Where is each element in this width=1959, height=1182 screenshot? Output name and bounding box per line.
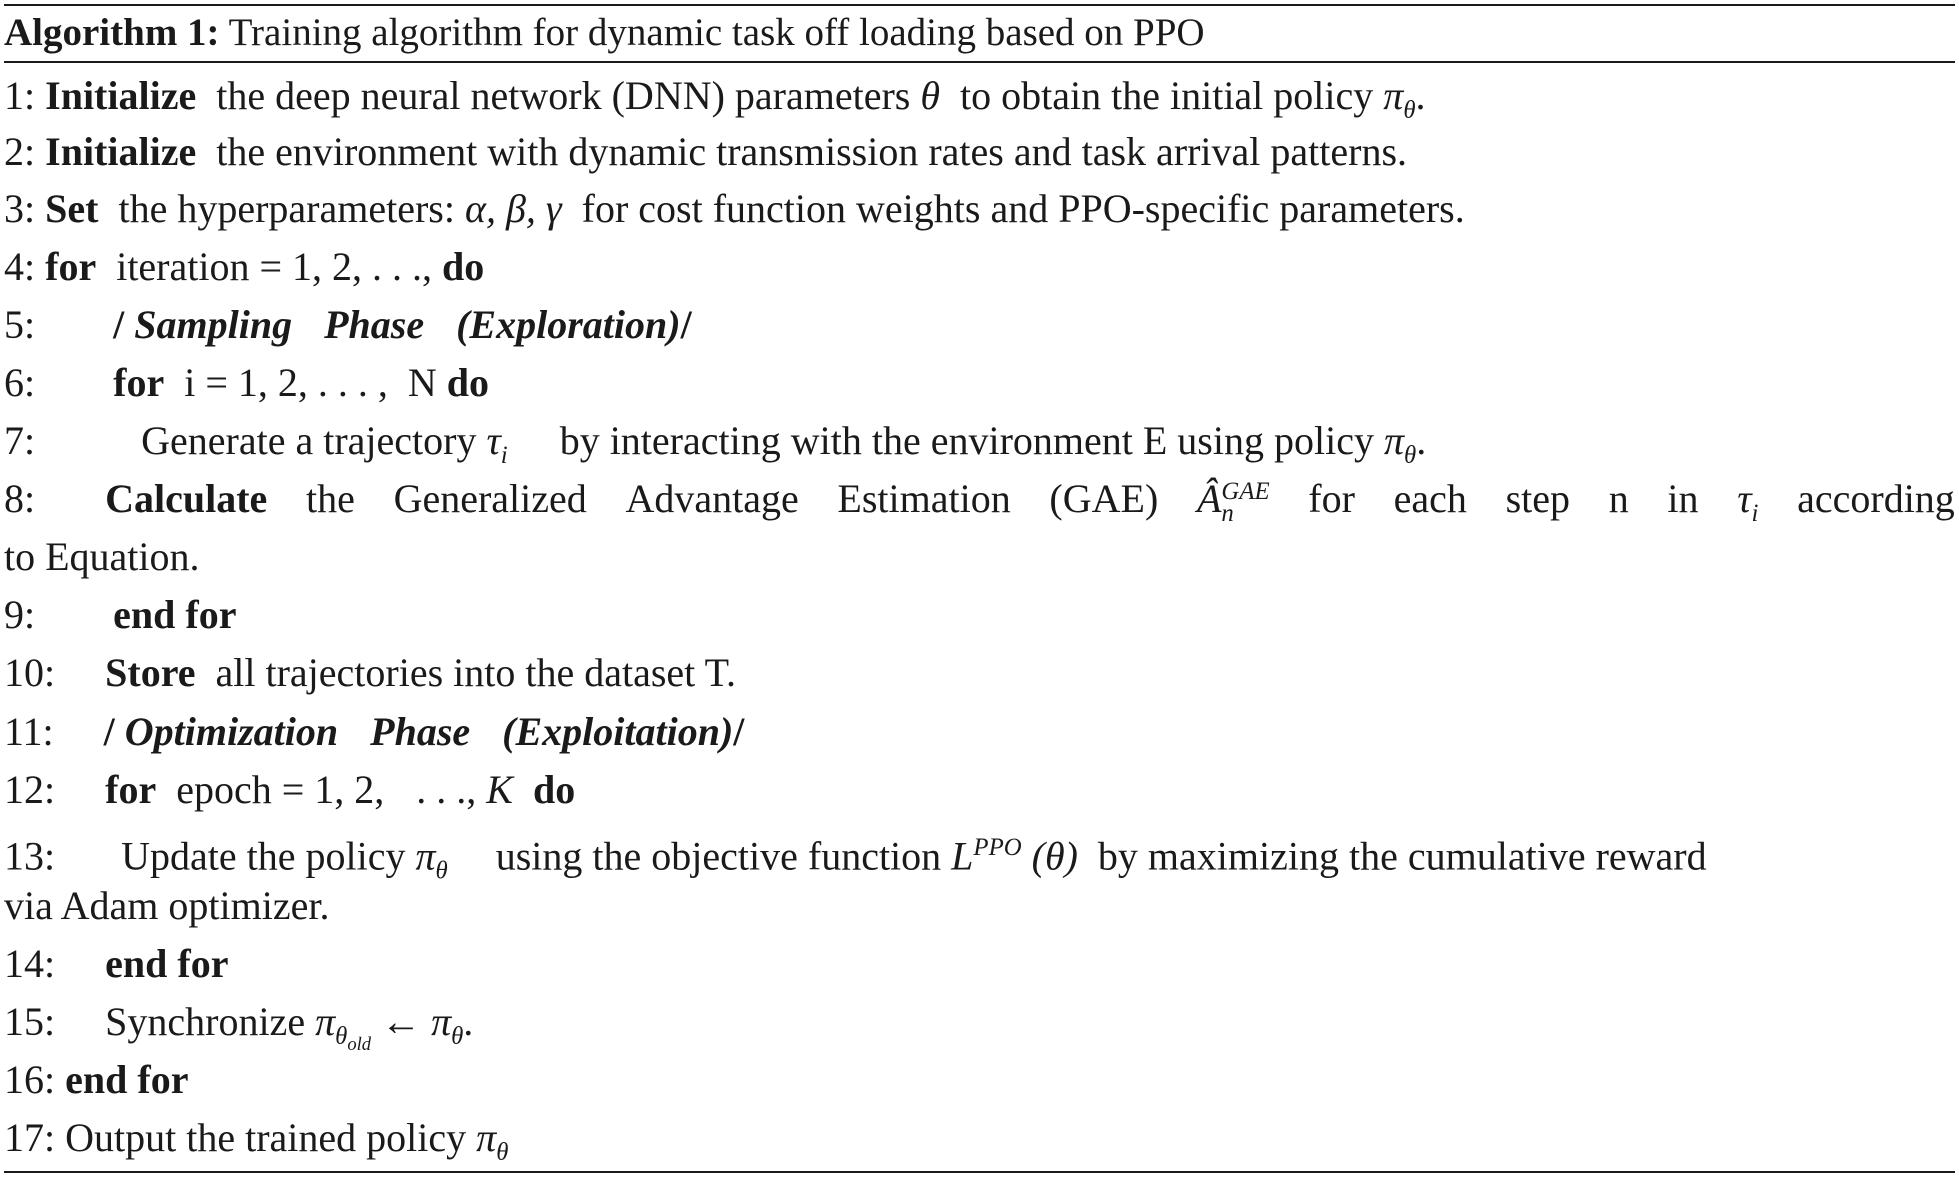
line-number: 5: [4,302,36,347]
line-number: 11: [4,709,54,754]
algorithm-label: Algorithm 1: [4,11,220,54]
line-text: Synchronize [105,999,306,1044]
math-subscript: θ [435,857,448,885]
algo-line-6 [4,354,489,412]
algorithm-box [4,0,1955,1178]
line-text: by interacting with the environment E using policy [559,418,1374,463]
line-text: for [1308,476,1355,521]
math-subscript: θ [1404,442,1417,469]
algo-line-3 [4,180,1465,238]
line-text: Update the policy [121,833,406,879]
math-subscript: i [500,442,508,469]
algo-line-10 [4,644,736,702]
algo-line-2 [4,123,1407,181]
line-number: 4: [4,244,36,289]
line-text: the deep neural network (DNN) parameters [216,73,911,118]
algorithm-title: Training algorithm for dynamic task off loading based on PPO [228,11,1205,54]
comment-text: (Exploration) [456,302,681,347]
keyword: end for [113,592,237,637]
keyword: do [446,360,490,405]
math-subscript: θ [335,1023,348,1050]
line-text: according [1797,476,1955,521]
line-number: 6: [4,360,36,405]
line-text: via Adam optimizer. [4,883,330,928]
algo-line-5 [4,296,692,354]
line-text: each [1393,476,1467,521]
keyword: do [442,244,485,289]
algo-line-8 [4,470,1955,528]
comment-text: Phase [370,709,471,754]
algo-line-13 [4,819,1707,885]
algo-line-1 [4,67,1426,125]
line-text: Output the trained policy [65,1115,467,1160]
math-params: α, β, γ [464,186,562,231]
punctuation: . [463,999,474,1044]
line-text: epoch = 1, 2, [176,767,385,812]
algo-line-8-cont [4,528,200,586]
math-A-hat: Â [1196,476,1222,521]
keyword: Initialize [45,129,197,174]
keyword: Initialize [45,73,197,118]
line-number: 3: [4,186,36,231]
algo-line-7 [4,412,1426,470]
line-text: in [1667,476,1699,521]
keyword: for [45,244,97,289]
line-number: 8: [4,476,36,521]
line-text: by maximizing the cumulative reward [1097,833,1707,879]
line-text: using the objective function [495,833,942,879]
line-number: 13: [4,833,56,879]
math-tau: τ [486,418,501,463]
math-pi: π [415,833,436,879]
line-text: all trajectories into the dataset T. [215,650,737,695]
line-text: Generate a trajectory [141,418,477,463]
math-subscript: i [1751,500,1759,527]
keyword: Calculate [105,476,268,521]
comment-text: (Exploitation) [502,709,734,754]
math-K: K [486,767,513,812]
keyword: end for [105,941,229,986]
line-text: i = 1, 2, . . . , [184,360,388,405]
line-number: 2: [4,129,36,174]
algo-line-9 [4,586,236,644]
line-number: 9: [4,592,36,637]
math-theta: θ [920,73,941,118]
math-pi: π [315,999,336,1044]
comment-text: Sampling [134,302,293,347]
line-text: n [1608,476,1629,521]
algo-line-12 [4,761,575,819]
math-subscript: θ [451,1023,464,1050]
bottom-rule [4,1171,1955,1173]
algo-line-4 [4,238,484,296]
line-text: Advantage [625,476,799,521]
punctuation: . [1415,73,1426,118]
line-text: the [306,476,355,521]
math-argument: (θ) [1031,833,1078,879]
math-subscript: θ [1403,97,1416,124]
keyword: Set [45,186,99,231]
line-text: iteration = 1, 2, . . ., [116,244,443,289]
line-text: the hyperparameters: [118,186,455,231]
arrow-symbol: ← [381,999,422,1044]
line-text: Generalized [393,476,587,521]
line-number: 16: [4,1057,56,1102]
comment-slash: / [680,302,692,347]
math-pi: π [1383,73,1404,118]
line-number: 1: [4,73,36,118]
keyword: for [105,767,157,812]
line-text: for cost function weights and PPO-specific parameters. [581,186,1465,231]
line-text: the environment with dynamic transmission rates and task arrival patterns. [216,129,1408,174]
line-text: . . ., [416,767,477,812]
line-number: 12: [4,767,56,812]
math-pi: π [476,1115,497,1160]
line-text: N [407,360,437,405]
comment-slash: / [733,709,745,754]
math-L: L [951,833,974,879]
comment-text: Optimization [124,709,339,754]
math-superscript: PPO [973,834,1022,861]
line-text: Estimation [837,476,1011,521]
line-number: 15: [4,999,56,1044]
algo-line-17 [4,1109,508,1167]
comment-text: Phase [324,302,425,347]
algo-line-13-cont [4,877,330,935]
math-subscript: n [1221,499,1234,527]
algo-line-14 [4,935,228,993]
math-tau-group [1737,470,1758,528]
line-text: to Equation. [4,534,200,579]
keyword: do [532,767,576,812]
algorithm-caption [4,6,1205,60]
math-subscript: θ [496,1139,509,1166]
line-number: 17: [4,1115,56,1160]
line-number: 10: [4,650,56,695]
line-text: step [1505,476,1571,521]
math-advantage [1197,470,1270,528]
comment-slash: / [103,709,115,754]
algo-line-16 [4,1051,188,1109]
math-superscript: GAE [1221,477,1270,505]
algo-line-15 [4,993,474,1055]
math-subsubscript: old [347,1033,372,1055]
line-text: to obtain the initial policy [960,73,1374,118]
line-text: (GAE) [1049,476,1159,521]
punctuation: . [1416,418,1427,463]
math-pi: π [431,999,452,1044]
comment-slash: / [113,302,125,347]
line-number-group [4,470,267,528]
keyword: for [113,360,165,405]
algo-line-11 [4,703,744,761]
keyword: Store [105,650,196,695]
keyword: end for [65,1057,189,1102]
caption-rule [4,61,1955,63]
math-pi: π [1383,418,1405,463]
line-number: 7: [4,418,36,463]
line-number: 14: [4,941,56,986]
math-tau: τ [1737,476,1752,521]
